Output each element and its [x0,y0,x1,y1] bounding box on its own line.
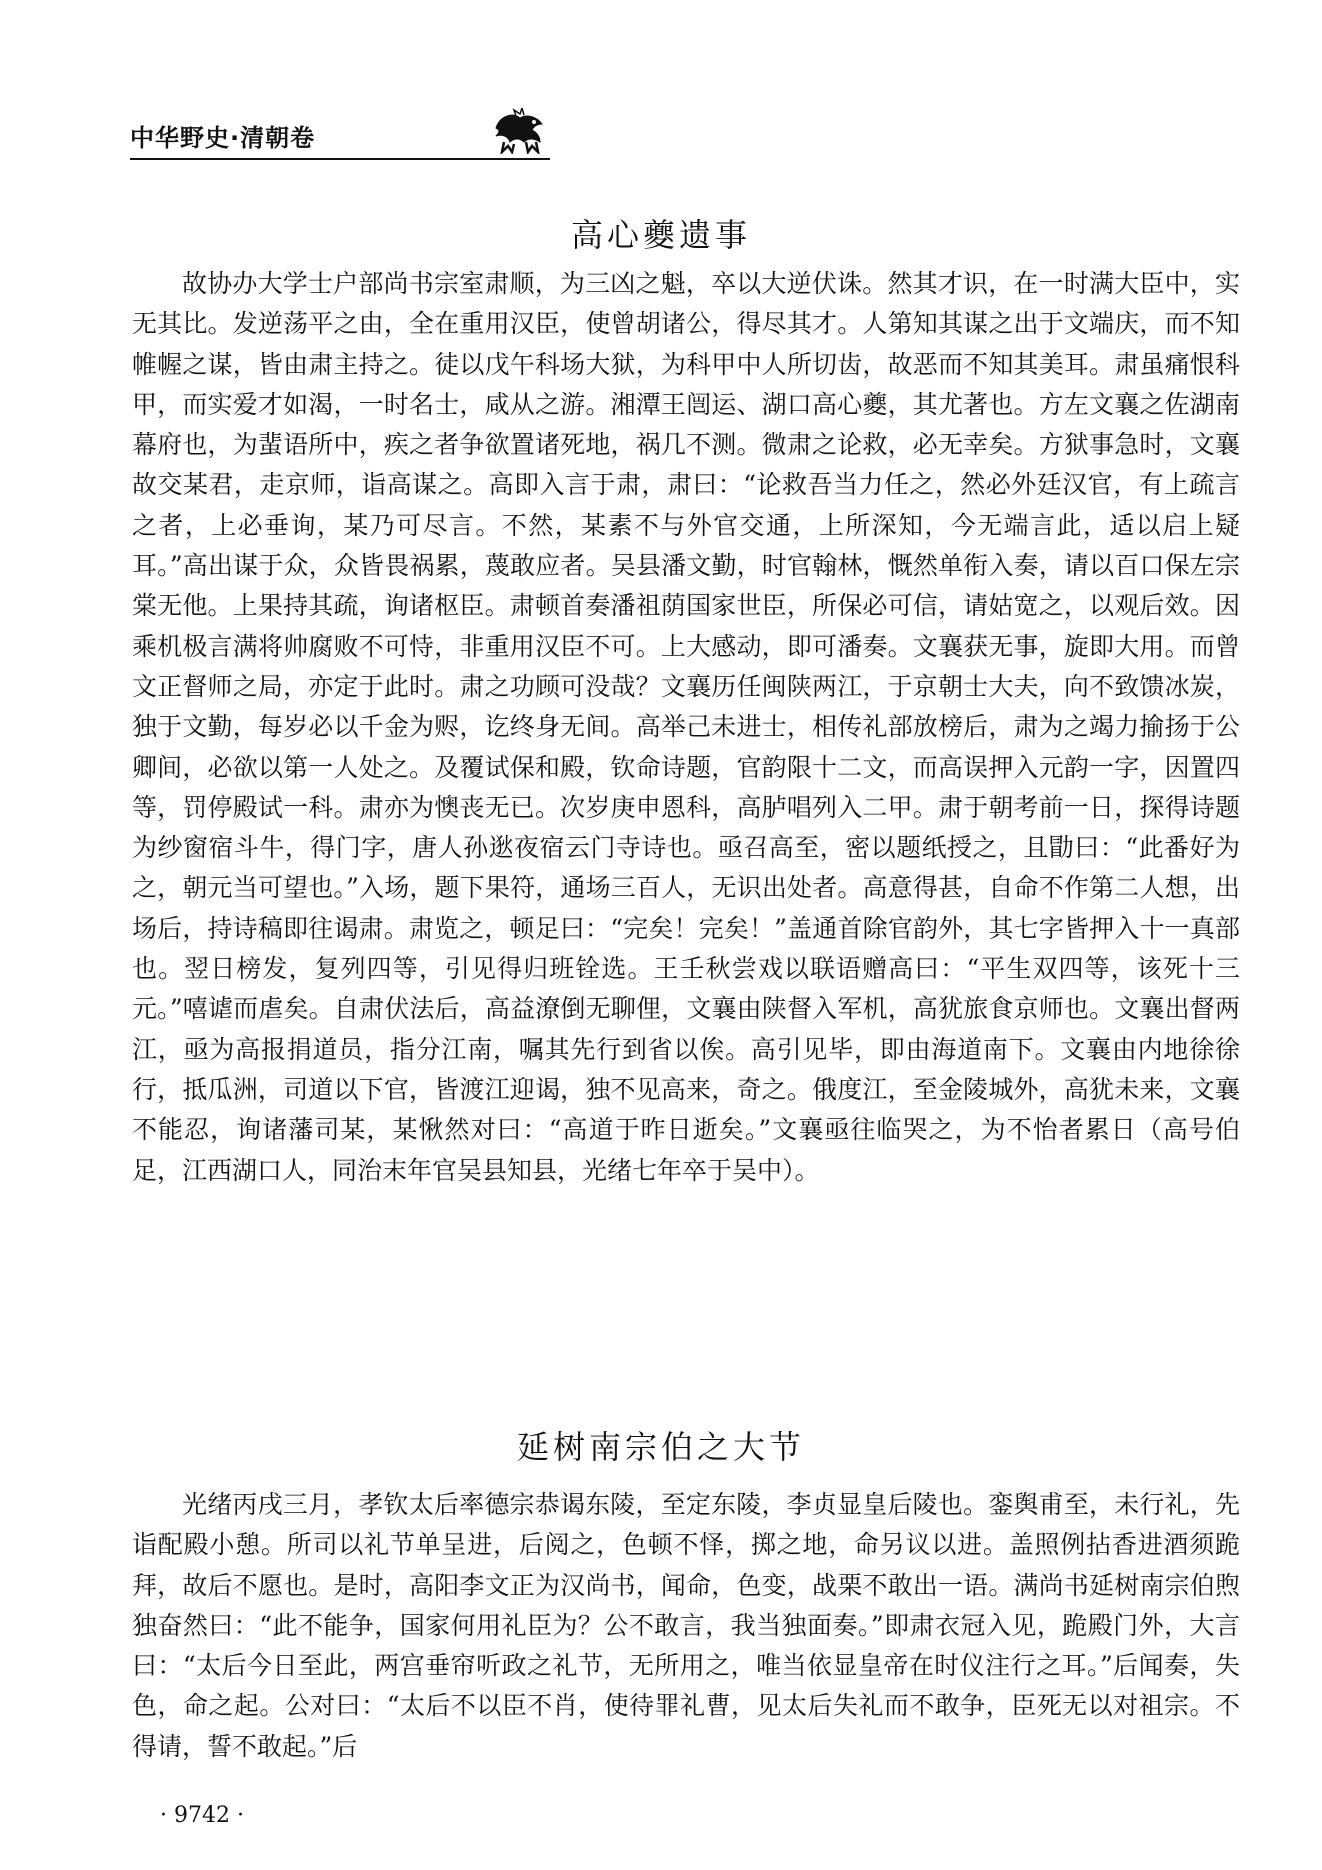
header-rule [130,158,550,160]
article-title: 高心夔遗事 [570,216,751,254]
page-number: · 9742 · [160,1803,244,1828]
article-body: 光绪丙戌三月，孝钦太后率德宗恭谒东陵，至定东陵，李贞显皇后陵也。銮舆甫至，未行礼，先诣配殿小憩。所司以礼节单呈进，后阅之，色顿不怿，掷之地，命另议以进。盖照例拈香进酒须跪拜，故后不愿也。是时，高阳李文正为汉尚书，闻命，色变，战栗不敢出一语。满尚书延树南宗伯煦独奋然曰：“此不能争，国家何用礼臣为？公不敢言，我当独面奏。”即肃衣冠入见，跪殿门外，大言曰：“太后今日至此，两宫垂帘听政之礼节，无所用之，唯当依显皇帝在时仪注行之耳。”后闻奏，失色，命之起。公对曰：“太后不以臣不肖，使待罪礼曹，见太后失礼而不敢争，臣死无以对祖宗。不得请，誓不敢起。”后 [132,1490,1240,1761]
book-title: 中华野史·清朝卷 [130,124,316,152]
dragon-emblem-icon [490,108,550,154]
article-title: 延树南宗伯之大节 [516,1428,805,1466]
article-body: 故协办大学士户部尚书宗室肃顺，为三凶之魁，卒以大逆伏诛。然其才识，在一时满大臣中，实无其比。发逆荡平之由，全在重用汉臣，使曾胡诸公，得尽其才。人第知其谋之出于文端庆，而不知帷幄之谋，皆由肃主持之。徒以戊午科场大狱，为科甲中人所切齿，故恶而不知其美耳。肃虽痛恨科甲，而实爱才如渴，一时名士，咸从之游。湘潭王闿运、湖口高心夔，其尤著也。方左文襄之佐湖南幕府也，为蜚语所中，疾之者争欲置诸死地，祸几不测。微肃之论救，必无幸矣。方狱事急时，文襄故交某君，走京师，诣高谋之。高即入言于肃，肃曰：“论救吾当力任之，然必外廷汉官，有上疏言之者，上必垂询，某乃可尽言。不然，某素不与外官交通，上所深知，今无端言此，适以启上疑耳。”高出谋于众，众皆畏祸累，蔑敢应者。吴县潘文勤，时官翰林，慨然单衔入奏，请以百口保左宗棠无他。上果持其疏，询诸枢臣。肃顿首奏潘祖荫国家世臣，所保必可信，请姑宽之，以观后效。因乘机极言满将帅腐败不可恃，非重用汉臣不可。上大感动，即可潘奏。文襄获无事，旋即大用。而曾文正督师之局，亦定于此时。肃之功顾可没哉？文襄历任闽陕两江，于京朝士大夫，向不致馈冰炭，独于文勤，每岁必以千金为赆，讫终身无间。高举己未进士，相传礼部放榜后，肃为之竭力揄扬于公卿间，必欲以第一人处之。及覆试保和殿，钦命诗题，官韵限十二文，而高误押入元韵一字，因置四等，罚停殿试一科。肃亦为懊丧无已。次岁庚申恩科，高胪唱列入二甲。肃于朝考前一日，探得诗题为纱窗宿斗牛，得门字，唐人孙逖夜宿云门寺诗也。亟召高至，密以题纸授之，且勖曰：“此番好为之，朝元当可望也。”入场，题下果符，通场三百人，无识出处者。高意得甚，自命不作第二人想，出场后，持诗稿即往谒肃。肃览之，顿足曰：“完矣！完矣！”盖通首除官韵外，其七字皆押入十一真部也。翌日榜发，复列四等，引见得归班铨选。王壬秋尝戏以联语赠高曰：“平生双四等，该死十三元。”嘻谑而虐矣。自肃伏法后，高益潦倒无聊俚，文襄由陕督入军机，高犹旅食京师也。文襄出督两江，亟为高报捐道员，指分江南，嘱其先行到省以俟。高引见毕，即由海道南下。文襄由内地徐徐行，抵瓜洲，司道以下官，皆渡江迎谒，独不见高来，奇之。俄度江，至金陵城外，高犹未来，文襄不能忍，询诸藩司某，某愀然对曰：“高道于昨日逝矣。”文襄亟往临哭之，为不怡者累日（高号伯足，江西湖口人，同治末年官吴县知县，光绪七年卒于吴中）。 [132,269,1240,1185]
running-header [130,108,550,164]
